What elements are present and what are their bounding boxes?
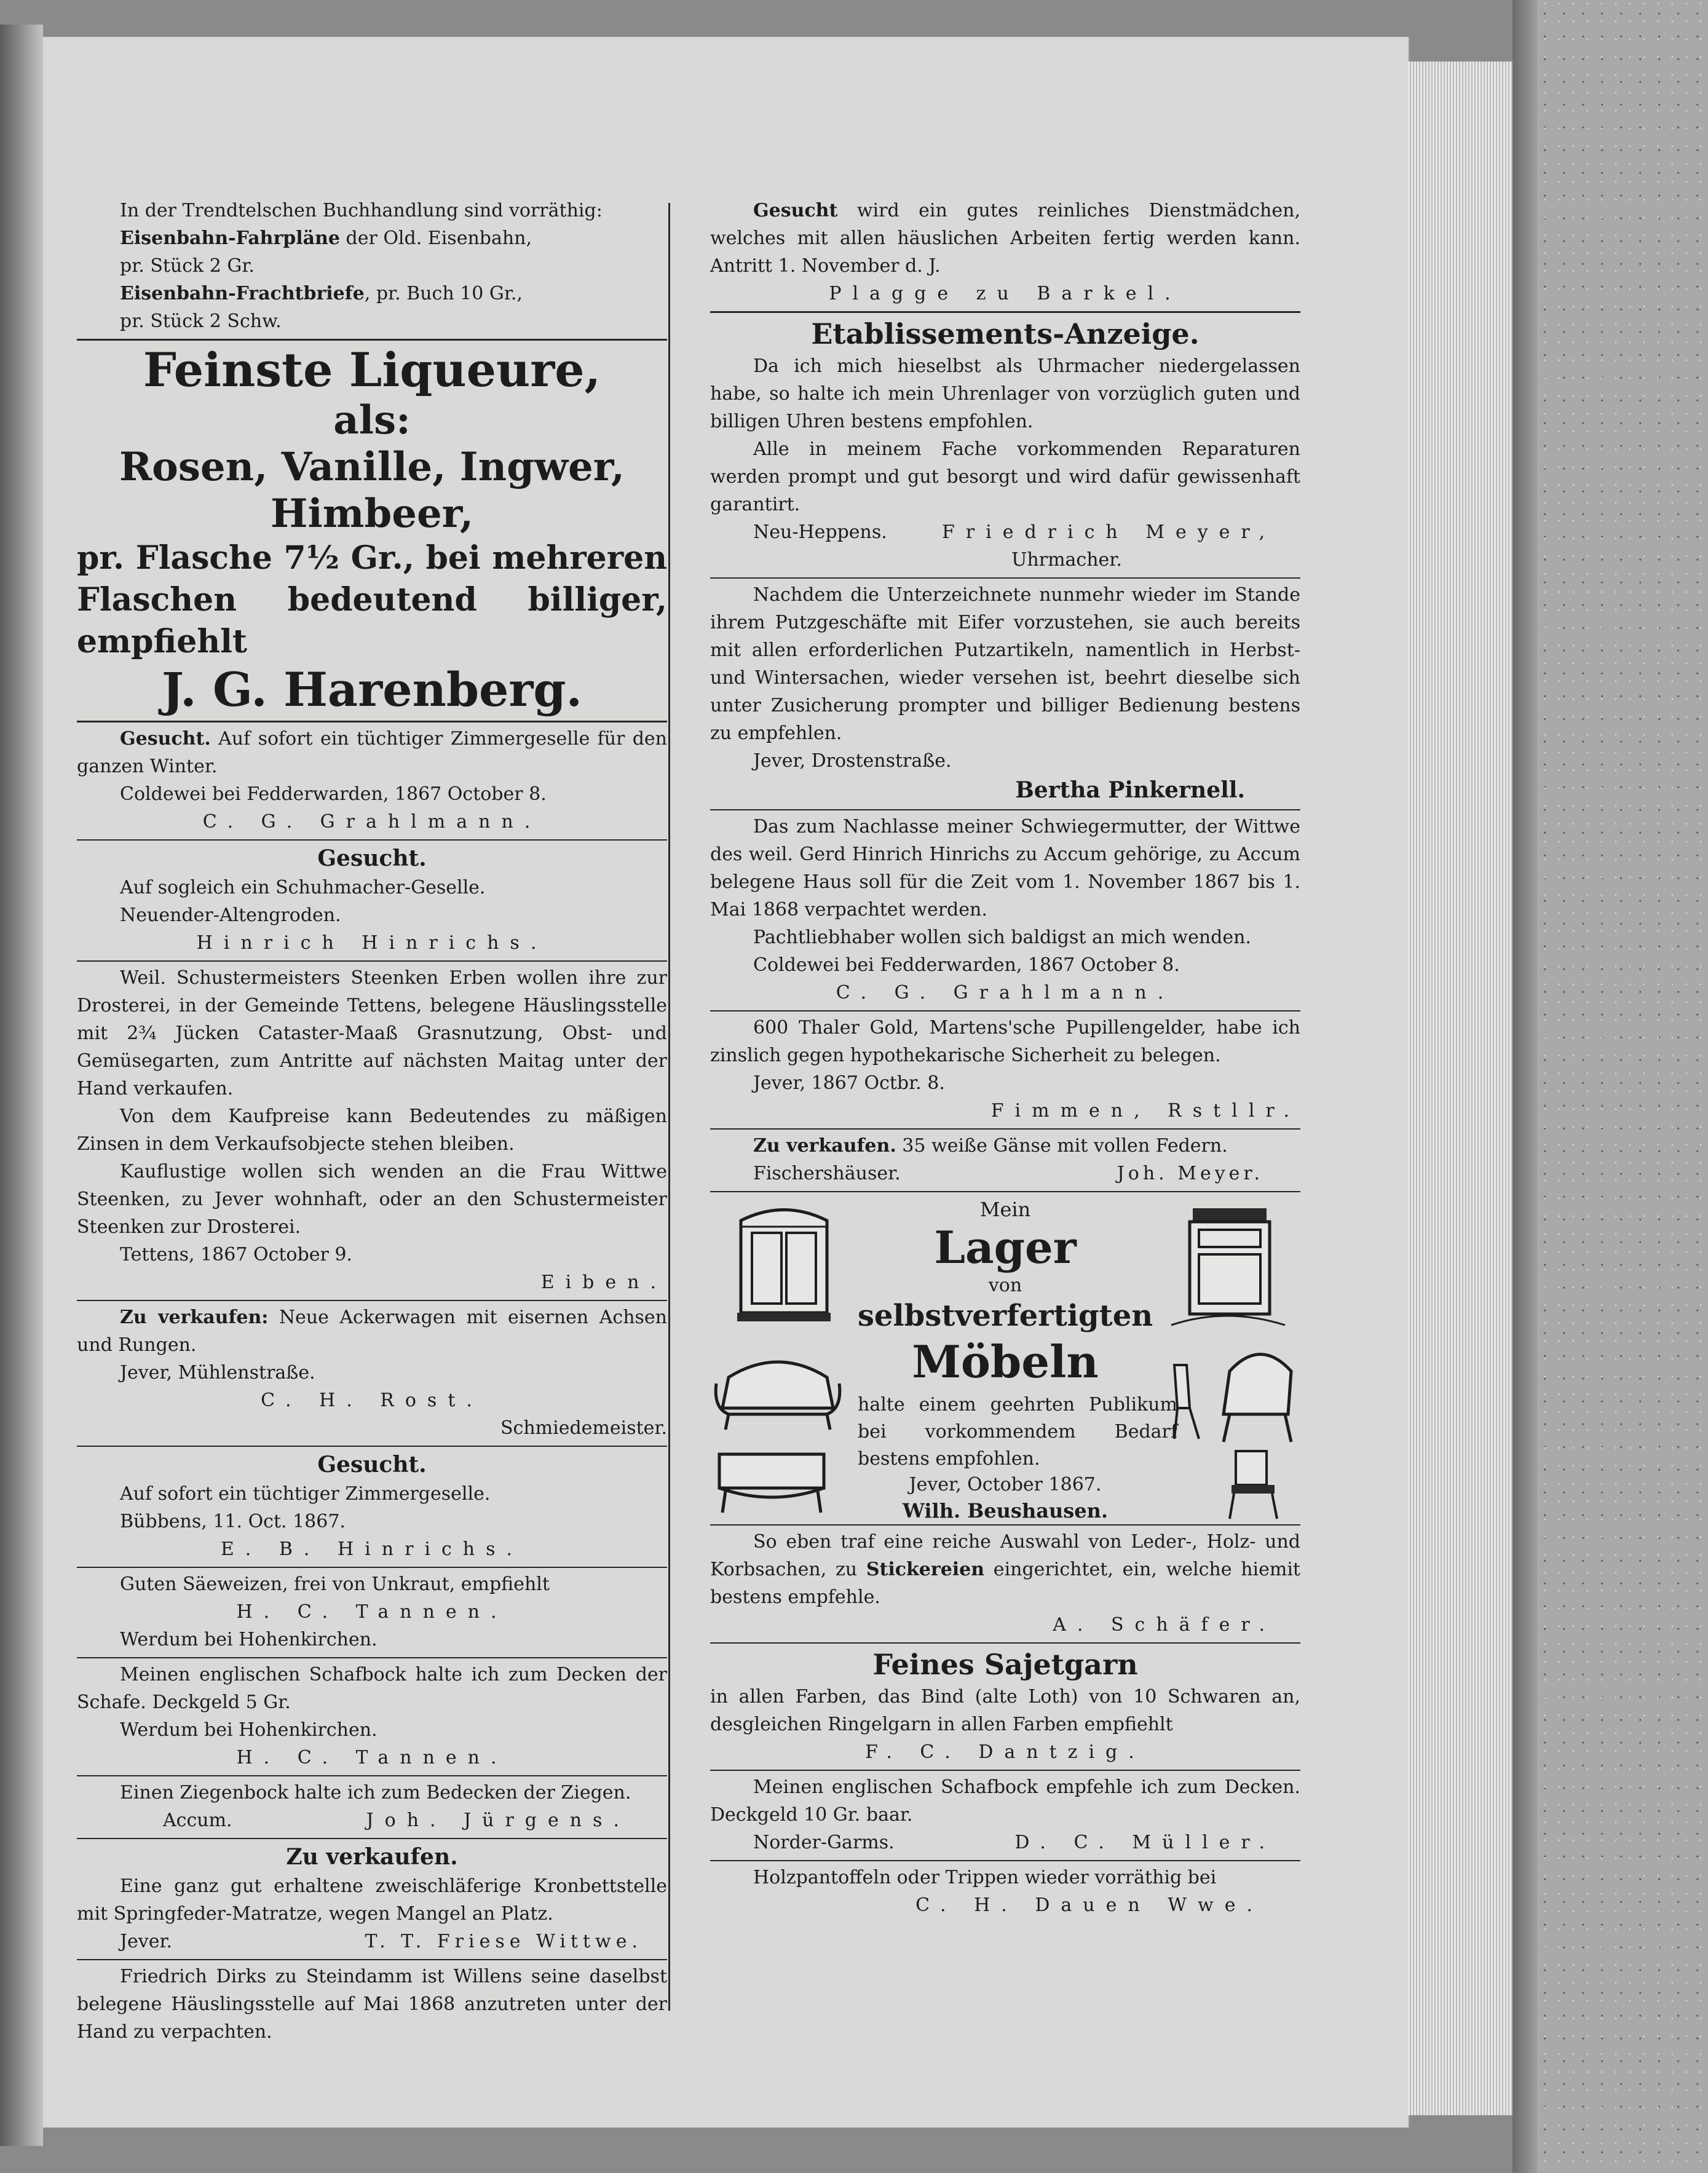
ad-signature: C. G. Grahlmann. <box>202 811 542 833</box>
ad-dienstmaedchen <box>710 197 1300 307</box>
ad-text: So eben traf eine reiche Auswahl von Leder-, Holz- und Korbsachen, zu <box>710 1531 1300 1580</box>
ad-place: Jever, October 1867. <box>909 1474 1102 1495</box>
ad-text: Von dem Kaufpreise kann Bedeutendes zu mäßigen Zinsen in dem Verkaufsobjecte stehen bleiben. <box>77 1106 667 1155</box>
ad-pinkernell <box>710 581 1300 805</box>
ad-haus-accum <box>710 813 1300 1007</box>
ad-etablissement <box>710 315 1300 574</box>
ad-place: Bübbens, 11. Oct. 1867. <box>120 1511 346 1532</box>
ad-gaense <box>710 1132 1300 1187</box>
ad-headline: selbstverfertigten <box>857 1299 1153 1333</box>
ad-signature: Joh. Meyer. <box>1117 1163 1263 1184</box>
book-cover <box>1512 0 1708 2173</box>
ad-moebel <box>710 1196 1300 1522</box>
ad-signature: T. T. Friese Wittwe. <box>365 1931 642 1952</box>
ad-signature: H. C. Tannen. <box>236 1601 508 1623</box>
ad-text: der Old. Eisenbahn, <box>339 228 532 249</box>
ad-headline: Zu verkaufen. <box>286 1844 458 1870</box>
ad-dirks <box>77 1963 667 2046</box>
ad-lead: Gesucht. <box>120 728 211 750</box>
ad-place: Jever, Mühlenstraße. <box>120 1362 315 1383</box>
ad-signature: F. C. Dantzig. <box>865 1741 1145 1763</box>
ad-signature: Plagge zu Barkel. <box>829 283 1182 304</box>
ad-signature: C. H. Rost. <box>261 1390 483 1411</box>
ad-text: von <box>988 1275 1022 1296</box>
ad-ziegenbock <box>77 1779 667 1834</box>
ad-signature: J. G. Harenberg. <box>162 662 582 717</box>
ad-text: Guten Säeweizen, frei von Unkraut, empfiehlt <box>120 1573 550 1595</box>
ad-lead: Eisenbahn-Fahrpläne <box>120 228 340 249</box>
ad-place: Werdum bei Hohenkirchen. <box>120 1629 378 1650</box>
ad-text: Nachdem die Unterzeichnete nunmehr wieder im Stande ihrem Putzgeschäfte mit Eifer vorzustehen, sie auch bereits mit allen erforderlichen Putzartikeln, namentlich in Herbst- und Wintersachen, wieder versehen ist, beehrt dieselbe sich unter Zusicherung prompter und billiger Bedienung bestens zu empfehlen. <box>710 584 1300 744</box>
ad-text: Da ich mich hieselbst als Uhrmacher niedergelassen habe, so halte ich mein Uhrenlager von vorzüglich guten und billigen Uhren bestens empfohlen. <box>710 355 1300 432</box>
ad-text: Auf sofort ein tüchtiger Zimmergeselle. <box>120 1483 491 1505</box>
ad-signature: Schmiedemeister. <box>500 1417 667 1439</box>
ad-signature: Joh. Jürgens. <box>366 1810 630 1831</box>
ad-place: Accum. <box>163 1810 232 1831</box>
ad-headline: Rosen, Vanille, Ingwer, <box>119 444 625 490</box>
ad-signature: E. B. Hinrichs. <box>220 1538 524 1560</box>
ad-headline: Feines Sajetgarn <box>872 1648 1138 1681</box>
ad-text: , pr. Buch 10 Gr., <box>364 283 523 304</box>
ad-place: Coldewei bei Fedderwarden, 1867 October 8. <box>753 954 1180 976</box>
ad-signature: C. H. Dauen Wwe. <box>915 1894 1263 1916</box>
ad-text: Mein <box>979 1198 1031 1221</box>
ad-text: In der Trendtelschen Buchhandlung sind vorräthig: <box>120 200 603 221</box>
ad-text: wird ein gutes reinliches Dienstmädchen, welches mit allen häuslichen Arbeiten fertig werden kann. Antritt 1. November d. J. <box>710 200 1300 277</box>
ad-place: Coldewei bei Fedderwarden, 1867 October 8. <box>120 783 547 805</box>
ad-text: pr. Stück 2 Gr. <box>120 255 255 277</box>
ad-steenken <box>77 964 667 1296</box>
ad-sajetgarn <box>710 1646 1300 1766</box>
ad-place: Norder-Garms. <box>753 1832 895 1853</box>
ad-text: halte einem geehrten Publikum bei vorkommendem Bedarf bestens empfohlen. <box>858 1394 1177 1470</box>
ad-place: Neuender-Altengroden. <box>120 904 341 926</box>
ad-text: Alle in meinem Fache vorkommenden Reparaturen werden prompt und gut besorgt und wird dafür gewissenhaft garantirt. <box>710 438 1300 515</box>
ad-text: Pachtliebhaber wollen sich baldigst an mich wenden. <box>753 927 1251 948</box>
ad-text: Meinen englischen Schafbock empfehle ich zum Decken. Deckgeld 10 Gr. baar. <box>710 1776 1300 1826</box>
ad-place: Fischershäuser. <box>753 1163 901 1184</box>
ad-place: Neu-Heppens. <box>753 521 887 543</box>
ad-pupillengelder <box>710 1014 1300 1125</box>
ad-text: pr. Flasche 7½ Gr., bei mehreren Flaschen bedeutend billiger, empfiehlt <box>77 539 667 660</box>
ad-schafbock <box>77 1661 667 1771</box>
ad-kronbettstelle <box>77 1842 667 1955</box>
ad-text: 35 weiße Gänse mit vollen Federn. <box>896 1135 1228 1157</box>
ad-text: Einen Ziegenbock halte ich zum Bedecken der Ziegen. <box>120 1782 631 1803</box>
ad-signature: H. C. Tannen. <box>236 1747 508 1768</box>
ad-saeweizen <box>77 1570 667 1653</box>
ad-text: Auf sogleich ein Schuhmacher-Geselle. <box>120 877 486 898</box>
ad-signature: C. G. Grahlmann. <box>836 982 1175 1003</box>
ad-place: Werdum bei Hohenkirchen. <box>120 1719 378 1741</box>
ad-lead: Eisenbahn-Frachtbriefe <box>120 283 365 304</box>
ad-text: Holzpantoffeln oder Trippen wieder vorräthig bei <box>753 1867 1217 1888</box>
column-divider <box>668 203 670 2011</box>
ad-signature: Wilh. Beushausen. <box>903 1499 1108 1522</box>
ad-place: Tettens, 1867 October 9. <box>120 1244 352 1265</box>
ad-signature: Uhrmacher. <box>1011 549 1122 571</box>
ad-place: Jever. <box>120 1931 173 1952</box>
ad-text: Weil. Schustermeisters Steenken Erben wollen ihre zur Drosterei, in der Gemeinde Tettens, belegene Häuslingsstelle mit 2¾ Jücken Cataster-Maaß Grasnutzung, Obst- und Gemüsegarten, zum Antritte auf nächsten Maitag unter der Hand verkaufen. <box>77 967 667 1099</box>
ad-headline: Möbeln <box>912 1336 1099 1388</box>
ad-text: Auf sofort ein tüchtiger Zimmergeselle für den ganzen Winter. <box>77 728 667 777</box>
ad-lead: Zu verkaufen. <box>753 1135 896 1157</box>
ad-headline: Gesucht. <box>317 1452 427 1478</box>
right-column <box>710 197 1300 1919</box>
ad-text: Meinen englischen Schafbock halte ich zum Decken der Schafe. Deckgeld 5 Gr. <box>77 1664 667 1713</box>
left-column <box>77 197 667 2046</box>
ad-text: Kauflustige wollen sich wenden an die Frau Wittwe Steenken, zu Jever wohnhaft, oder an den Schustermeister Steenken zur Drosterei. <box>77 1161 667 1238</box>
ad-signature: Friedrich Meyer, <box>941 521 1276 543</box>
ad-text: eingerichtet, ein, welche hiemit bestens empfehle. <box>710 1559 1300 1608</box>
ad-place: Jever, Drostenstraße. <box>753 750 952 772</box>
ad-gesucht-zimmergeselle <box>77 725 667 836</box>
ad-text: Eine ganz gut erhaltene zweischläferige Kronbettstelle mit Springfeder-Matratze, wegen Mangel an Platz. <box>77 1875 667 1925</box>
ad-text: Friedrich Dirks zu Steindamm ist Willens seine daselbst belegene Häuslingsstelle auf Mai 1868 anzutreten unter der Hand zu verpachten. <box>77 1966 667 2043</box>
ad-stickereien <box>710 1528 1300 1639</box>
ad-text: Neue Ackerwagen mit eisernen Achsen und Rungen. <box>77 1307 667 1356</box>
ad-lead: Gesucht <box>753 200 838 221</box>
ad-gesucht-zimmergeselle-2 <box>77 1449 667 1563</box>
ad-text: in allen Farben, das Bind (alte Loth) von 10 Schwaren an, desgleichen Ringelgarn in allen Farben empfiehlt <box>710 1686 1300 1735</box>
ad-headline: Feinste Liqueure, <box>143 342 601 397</box>
ad-signature: A. Schäfer. <box>1053 1614 1276 1636</box>
ad-signature: Eiben. <box>540 1272 667 1293</box>
ad-lead: Stickereien <box>866 1559 985 1580</box>
ad-headline: Lager <box>934 1221 1077 1273</box>
ad-trendtel <box>77 197 667 335</box>
ad-headline: Gesucht. <box>317 845 427 871</box>
ad-liqueure <box>77 343 667 717</box>
book-spine <box>0 25 43 2146</box>
ad-schafbock-garms <box>710 1773 1300 1856</box>
ad-headline: als: <box>333 397 411 443</box>
ad-gesucht-schuhmacher <box>77 843 667 957</box>
ad-holzpantoffeln <box>710 1864 1300 1919</box>
ad-text: Das zum Nachlasse meiner Schwiegermutter, der Wittwe des weil. Gerd Hinrich Hinrichs zu Accum gehörige, zu Accum belegene Haus soll für die Zeit vom 1. November 1867 bis 1. Mai 1868 verpachtet werden. <box>710 816 1300 920</box>
ad-lead: Zu verkaufen: <box>120 1307 269 1328</box>
ad-text: 600 Thaler Gold, Martens'sche Pupillengelder, habe ich zinslich gegen hypothekarische Sicherheit zu belegen. <box>710 1017 1300 1066</box>
ad-place: Jever, 1867 Octbr. 8. <box>753 1072 945 1094</box>
ad-signature: Bertha Pinkernell. <box>1015 777 1245 803</box>
ad-text: pr. Stück 2 Schw. <box>120 311 282 332</box>
ad-signature: Fimmen, Rstllr. <box>990 1100 1300 1122</box>
ad-ackerwagen <box>77 1304 667 1442</box>
ad-headline: Etablissements-Anzeige. <box>811 317 1200 350</box>
page-edges <box>1408 61 1512 2115</box>
ad-signature: Hinrich Hinrichs. <box>196 932 548 954</box>
ad-headline: Himbeer, <box>270 491 474 537</box>
ad-signature: D. C. Müller. <box>1014 1832 1276 1853</box>
